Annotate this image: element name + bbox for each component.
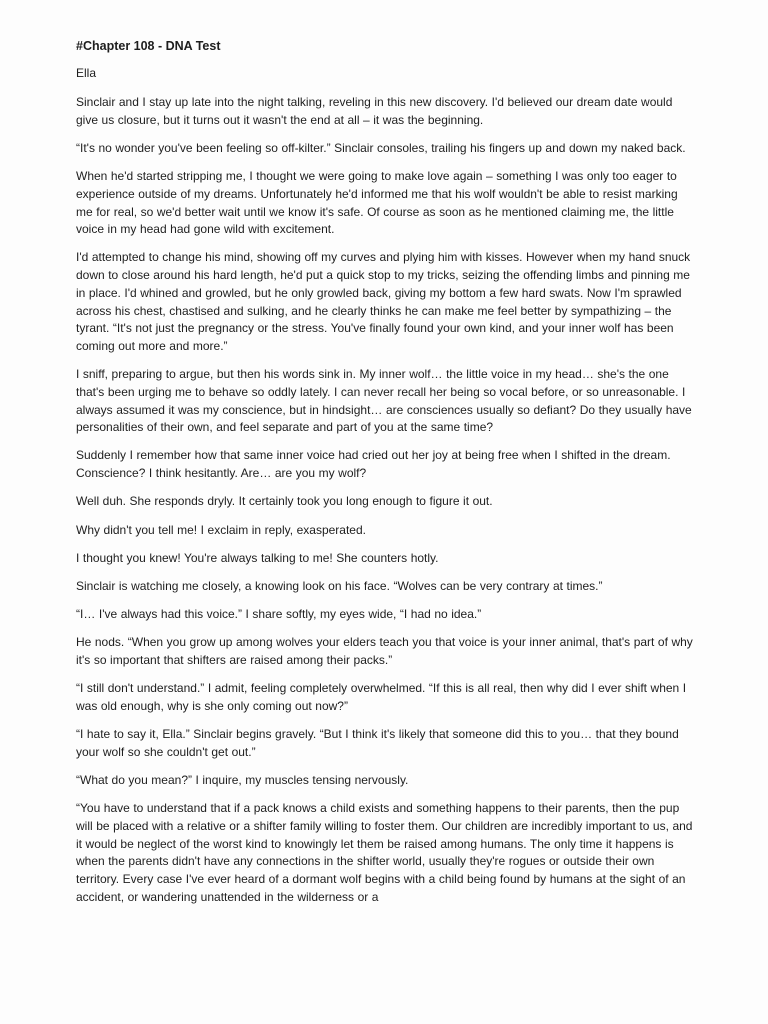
paragraph: “You have to understand that if a pack knows a child exists and something happens to their parents, then the pup will be placed with a relative or a shifter family willing to foster them. Our children are incredibly important to us, and it would be neglect of the worst kind to knowingly let them be raised among humans. The only time it happens is when the parents didn't have any connections in the shifter world, usually they're rogues or outside their own territory. Every case I've ever heard of a dormant wolf begins with a child being found by humans at the sight of an accident, or wandering unattended in the wilderness or a [76, 801, 693, 904]
paragraph: Sinclair is watching me closely, a knowing look on his face. “Wolves can be very contrary at times.” [76, 578, 603, 593]
paragraph: “I hate to say it, Ella.” Sinclair begins gravely. “But I think it's likely that someone did this to you… that they bound your wolf so she couldn't get out.” [76, 727, 679, 759]
paragraph: I thought you knew! You're always talking to me! She counters hotly. [76, 550, 439, 565]
paragraph: Suddenly I remember how that same inner voice had cried out her joy at being free when I shifted in the dream. Conscience? I think hesitantly. Are… are you my wolf? [76, 448, 671, 481]
chapter-content [76, 38, 694, 917]
paragraph: I'd attempted to change his mind, showing off my curves and plying him with kisses. However when my hand snuck down to close around his hard length, he'd put a quick stop to my tricks, seizing the offending limbs and pinning me in place. I'd whined and growled, but he only growled back, giving my bottom a few hard swats. Now I'm sprawled across his chest, chastised and sulking, and he clearly thinks he can make me feel better by sympathizing – the tyrant. “It's not just the pregnancy or the stress. You've finally found your own kind, and your inner wolf has been coming out more and more.” [76, 250, 691, 353]
paragraph: Well duh. She responds dryly. It certainly took you long enough to figure it out. [76, 494, 493, 509]
paragraph: Why didn't you tell me! I exclaim in reply, exasperated. [76, 522, 366, 537]
chapter-title: #Chapter 108 - DNA Test [76, 39, 221, 53]
paragraph: Sinclair and I stay up late into the night talking, reveling in this new discovery. I'd believed our dream date would give us closure, but it turns out it wasn't the end at all – it was the beginning. [76, 95, 673, 127]
paragraph: “It's no wonder you've been feeling so off-kilter.” Sinclair consoles, trailing his fingers up and down my naked back. [76, 140, 686, 155]
paragraph: He nods. “When you grow up among wolves your elders teach you that voice is your inner animal, that's part of why it's so important that shifters are raised among their packs.” [76, 635, 693, 668]
paragraph: I sniff, preparing to argue, but then his words sink in. My inner wolf… the little voice in my head… she's the one that's been urging me to behave so oddly lately. I can never recall her being so vocal before, or so unreasonable. I always assumed it was my conscience, but in hindsight… are consciences usually so defiant? Do they usually have personalities of their own, and feel separate and part of you at the same time? [76, 367, 692, 435]
paragraph: “What do you mean?” I inquire, my muscles tensing nervously. [76, 773, 409, 788]
narrator-name: Ella [76, 66, 97, 80]
paragraph: “I… I've always had this voice.” I share softly, my eyes wide, “I had no idea.” [76, 607, 482, 622]
paragraph: When he'd started stripping me, I thought we were going to make love again – something I was only too eager to experience outside of my dreams. Unfortunately he'd informed me that his wolf wouldn't be able to resist marking me for real, so we'd better wait until we know it's safe. Of course as soon as he mentioned claiming me, the little voice in my head had gone wild with excitement. [76, 169, 678, 237]
paragraph: “I still don't understand.” I admit, feeling completely overwhelmed. “If this is all real, then why did I ever shift when I was old enough, why is she only coming out now?” [76, 681, 687, 713]
